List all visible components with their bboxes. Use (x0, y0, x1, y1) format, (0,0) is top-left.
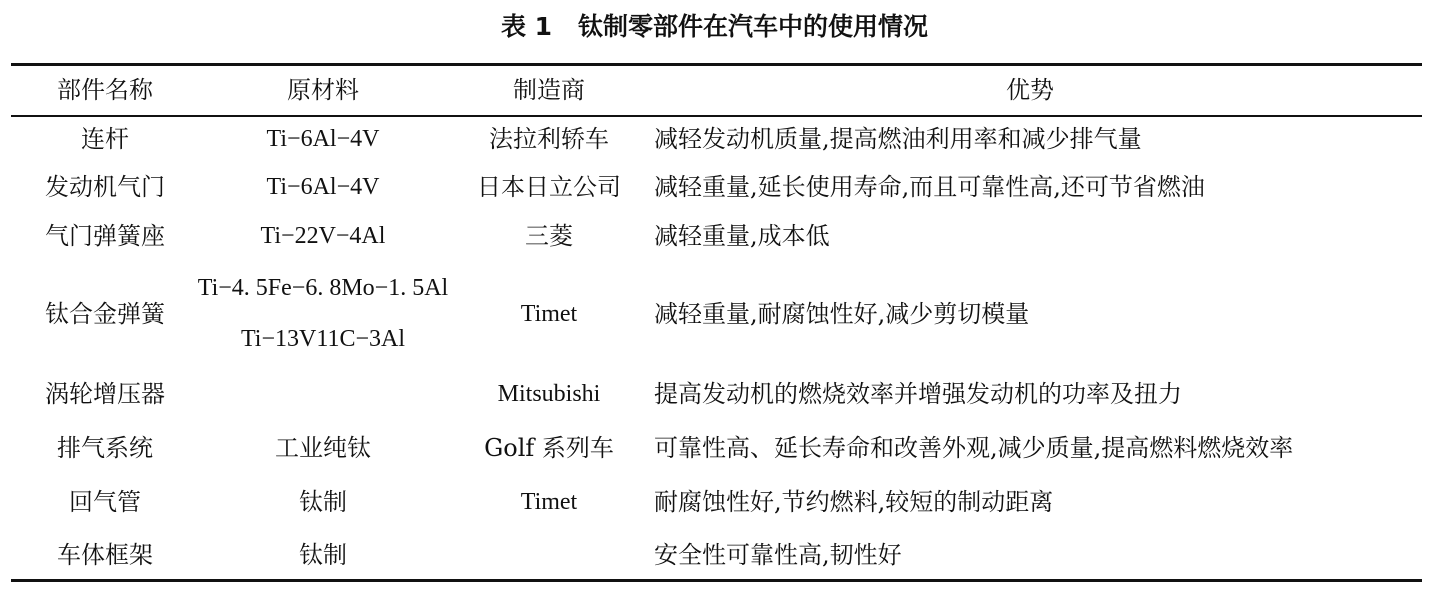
table-title: 钛制零部件在汽车中的使用情况 (578, 12, 929, 41)
cell-part-name: 发动机气门 (45, 173, 165, 201)
cell-advantage: 提高发动机的燃烧效率并增强发动机的功率及扭力 (654, 380, 1182, 408)
cell-manufacturer: Timet (520, 489, 578, 515)
cell-material: Ti−6Al−4V (266, 174, 380, 200)
header-material: 原材料 (287, 76, 359, 104)
cell-manufacturer: Mitsubishi (497, 381, 601, 407)
table-bottom-rule (11, 579, 1422, 582)
cell-part-name: 钛合金弹簧 (45, 300, 165, 328)
cell-material: Ti−6Al−4V (266, 126, 380, 152)
table-header-rule (11, 115, 1422, 117)
header-part-name: 部件名称 (57, 76, 153, 104)
cell-material: 钛制 (299, 541, 347, 569)
cell-material-line-2: Ti−13V11C−3Al (240, 326, 405, 352)
cell-material: Ti−4. 5Fe−6. 8Mo−1. 5Al (197, 275, 449, 301)
header-advantage: 优势 (1006, 76, 1054, 104)
cell-part-name: 排气系统 (57, 434, 153, 462)
cell-part-name: 车体框架 (57, 541, 153, 569)
cell-material: Ti−22V−4Al (260, 223, 386, 249)
cell-advantage: 减轻重量,成本低 (654, 222, 830, 250)
cell-manufacturer: 三菱 (525, 222, 573, 250)
cell-material: 工业纯钛 (275, 434, 371, 462)
cell-manufacturer: Timet (520, 301, 578, 327)
table-number: 表 1 (500, 12, 553, 41)
cell-part-name: 气门弹簧座 (45, 222, 165, 250)
cell-part-name: 回气管 (69, 488, 141, 516)
header-manufacturer: 制造商 (513, 76, 585, 104)
cell-material: 钛制 (299, 488, 347, 516)
cell-advantage: 减轻重量,延长使用寿命,而且可靠性高,还可节省燃油 (654, 173, 1205, 201)
cell-manufacturer: 法拉利轿车 (489, 125, 609, 153)
cell-manufacturer: 日本日立公司 (477, 173, 621, 201)
cell-part-name: 涡轮增压器 (45, 380, 165, 408)
cell-advantage: 耐腐蚀性好,节约燃料,较短的制动距离 (654, 488, 1054, 516)
cell-part-name: 连杆 (81, 125, 129, 153)
table-top-rule (11, 63, 1422, 66)
cell-advantage: 可靠性高、延长寿命和改善外观,减少质量,提高燃料燃烧效率 (654, 434, 1294, 462)
table-caption (0, 10, 1429, 44)
cell-advantage: 减轻重量,耐腐蚀性好,减少剪切模量 (654, 300, 1030, 328)
cell-advantage: 安全性可靠性高,韧性好 (654, 541, 902, 569)
cell-advantage: 减轻发动机质量,提高燃油利用率和减少排气量 (654, 125, 1142, 153)
cell-manufacturer: Golf 系列车 (484, 434, 614, 462)
